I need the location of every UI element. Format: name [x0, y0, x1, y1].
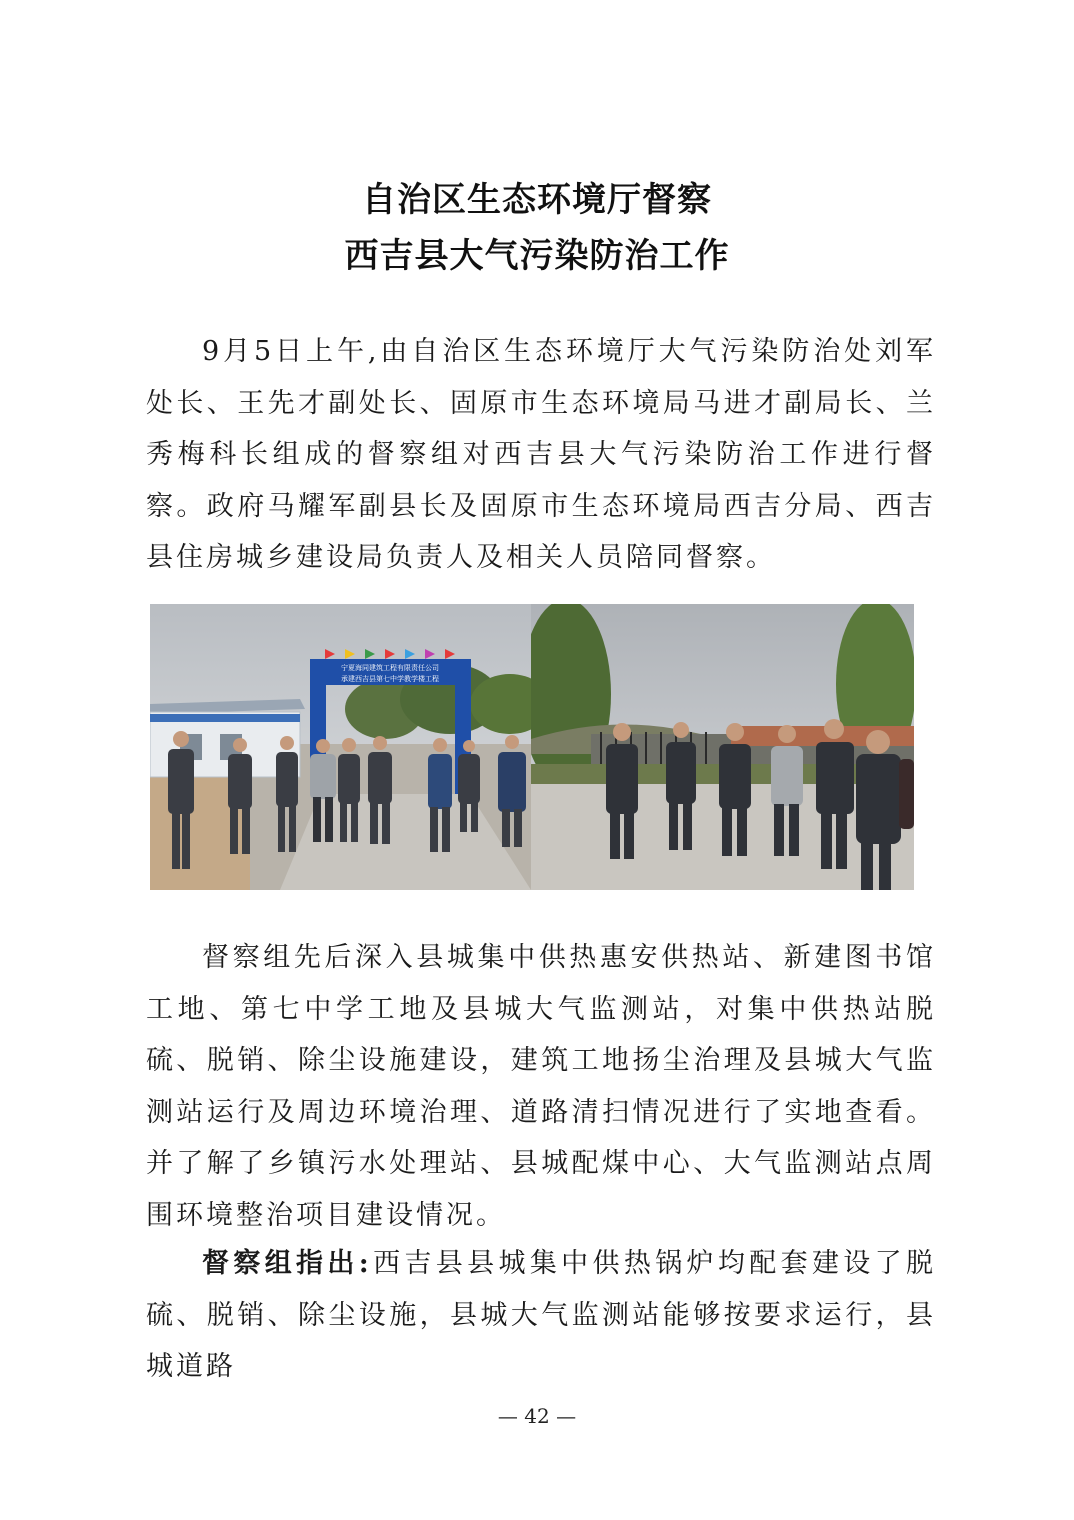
document-title-line2: 西吉县大气污染防治工作: [344, 236, 730, 276]
findings-body: 西吉县县城集中供热锅炉均配套建设了脱硫、脱销、除尘设施，县城大气监测站能够按要求运行，县城道路: [146, 1248, 937, 1382]
photo-monitoring-station: [531, 604, 914, 890]
gate-sign-line2: 承建西吉县第七中学教学楼工程: [341, 675, 439, 683]
gate-sign-line1: 宁夏海同建筑工程有限责任公司: [341, 664, 439, 672]
paragraph-findings: [146, 1238, 936, 1393]
findings-lead: 督察组指出:: [202, 1248, 372, 1279]
paragraph-inspection: 督察组先后深入县城集中供热惠安供热站、新建图书馆工地、第七中学工地及县城大气监测站，对集中供热站脱硫、脱销、除尘设施建设，建筑工地扬尘治理及县城大气监测站运行及周边环境治理、道路清扫情况进行了实地查看。并了解了乡镇污水处理站、县城配煤中心、大气监测站点周围环境整治项目建设情况。: [146, 942, 936, 1231]
photo-pair: [150, 604, 914, 890]
document-title-line1: 自治区生态环境厅督察: [362, 180, 712, 220]
page-number: — 42 —: [497, 1404, 577, 1428]
photo-construction-site: [150, 604, 531, 890]
paragraph-intro: 9月5日上午,由自治区生态环境厅大气污染防治处刘军处长、王先才副处长、固原市生态环境局马进才副局长、兰秀梅科长组成的督察组对西吉县大气污染防治工作进行督察。政府马耀军副县长及固原市生态环境局西吉分局、西吉县住房城乡建设局负责人及相关人员陪同督察。: [146, 336, 936, 573]
